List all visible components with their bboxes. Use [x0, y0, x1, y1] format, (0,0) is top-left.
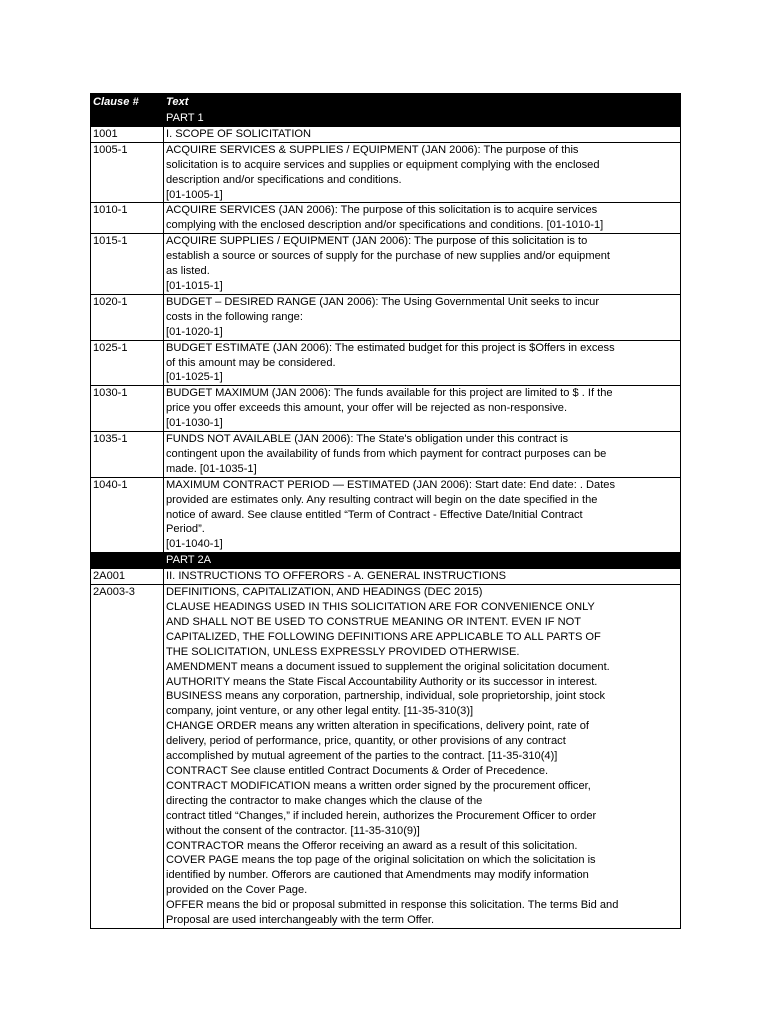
clause-text-line: directing the contractor to make changes which the clause of the	[166, 794, 483, 807]
clause-text	[164, 126, 681, 142]
clause-text-line: made. [01-1035-1]	[166, 462, 257, 475]
table-row	[91, 432, 681, 478]
clause-text-line: COVER PAGE means the top page of the original solicitation on which the solicitation is	[166, 854, 596, 867]
table-row	[91, 585, 681, 929]
clause-text-line: price you offer exceeds this amount, your offer will be rejected as non-responsive.	[166, 402, 568, 415]
clause-number: 1025-1	[91, 340, 164, 386]
clause-text-line: description and/or specifications and conditions.	[166, 173, 402, 186]
table-body	[91, 111, 681, 929]
clause-text-line: establish a source or sources of supply for the purchase of new supplies and/or equipment	[166, 250, 611, 263]
solicitation-clause-table	[90, 93, 680, 929]
table-header-row	[91, 94, 681, 111]
clause-text	[164, 294, 681, 340]
clause-text-line: as listed.	[166, 265, 210, 278]
clause-text-line: delivery, period of performance, price, quantity, or other provisions of any contract	[166, 735, 566, 748]
clause-text-line: [01-1005-1]	[166, 188, 223, 201]
clause-text-line: AND SHALL NOT BE USED TO CONSTRUE MEANING OR INTENT. EVEN IF NOT	[166, 615, 582, 628]
clause-text-line: [01-1015-1]	[166, 279, 223, 292]
table-row	[91, 477, 681, 553]
clause-text-line: of this amount may be considered.	[166, 356, 336, 369]
clause-text-line: [01-1020-1]	[166, 325, 223, 338]
clause-text-line: I. SCOPE OF SOLICITATION	[166, 127, 312, 140]
clause-text-line: FUNDS NOT AVAILABLE (JAN 2006): The State's obligation under this contract is	[166, 433, 569, 446]
clause-text-line: [01-1030-1]	[166, 417, 223, 430]
clause-text-line: CHANGE ORDER means any written alteration in specifications, delivery point, rate of	[166, 720, 589, 733]
clause-text-line: AMENDMENT means a document issued to supplement the original solicitation document.	[166, 660, 610, 673]
clause-text-line: company, joint venture, or any other legal entity. [11-35-310(3)]	[166, 705, 474, 718]
clause-text-line: ACQUIRE SERVICES & SUPPLIES / EQUIPMENT (JAN 2006): The purpose of this	[166, 143, 579, 156]
clause-text	[164, 234, 681, 295]
part-heading-row	[91, 111, 681, 127]
clause-number: 1040-1	[91, 477, 164, 553]
clause-text	[164, 432, 681, 478]
clause-text-line: provided on the Cover Page.	[166, 884, 308, 897]
clause-text-line: [01-1025-1]	[166, 371, 223, 384]
clause-text-line: contract titled “Changes,” if included herein, authorizes the Procurement Officer to order	[166, 809, 597, 822]
table-row	[91, 340, 681, 386]
clause-number: 1035-1	[91, 432, 164, 478]
clause-text-line: provided are estimates only. Any resulting contract will begin on the date specified in the	[166, 493, 598, 506]
clause-text-line: notice of award. See clause entitled “Term of Contract - Effective Date/Initial Contract	[166, 508, 583, 521]
clause-column-header: Clause #	[91, 94, 164, 111]
clause-text-line: CAPITALIZED, THE FOLLOWING DEFINITIONS ARE APPLICABLE TO ALL PARTS OF	[166, 630, 601, 643]
clause-text-line: BUDGET ESTIMATE (JAN 2006): The estimated budget for this project is $Offers in excess	[166, 341, 615, 354]
clause-text	[164, 585, 681, 929]
clause-text	[164, 203, 681, 234]
table-row	[91, 234, 681, 295]
clause-text-line: Period”.	[166, 523, 205, 536]
clause-text	[164, 477, 681, 553]
clause-text-line: accomplished by mutual agreement of the parties to the contract. [11-35-310(4)]	[166, 750, 558, 763]
part-heading	[164, 553, 681, 569]
clause-text-line: AUTHORITY means the State Fiscal Accountability Authority or its successor in interest.	[166, 675, 598, 688]
clause-text	[164, 569, 681, 585]
clause-number: 2A001	[91, 569, 164, 585]
clause-text	[164, 386, 681, 432]
clause-number: 1020-1	[91, 294, 164, 340]
clause-text	[164, 340, 681, 386]
clause-text-line: DEFINITIONS, CAPITALIZATION, AND HEADINGS (DEC 2015)	[166, 586, 483, 599]
clause-number: 1015-1	[91, 234, 164, 295]
clause-text-line: CONTRACT MODIFICATION means a written order signed by the procurement officer,	[166, 779, 591, 792]
clause-text-line: [01-1040-1]	[166, 538, 223, 551]
clause-table	[90, 93, 681, 929]
clause-text-line: PART 1	[166, 112, 204, 124]
clause-text-line: CONTRACT See clause entitled Contract Documents & Order of Precedence.	[166, 764, 549, 777]
clause-number: 1001	[91, 126, 164, 142]
clause-number: 1010-1	[91, 203, 164, 234]
clause-number: 1005-1	[91, 142, 164, 203]
part-heading-row	[91, 553, 681, 569]
clause-text-line: complying with the enclosed description and/or specifications and conditions. [01-1010-1]	[166, 219, 604, 232]
clause-text-line: PART 2A	[166, 554, 212, 567]
clause-text-line: BUSINESS means any corporation, partnership, individual, sole proprietorship, joint stock	[166, 690, 606, 703]
clause-text-line: ACQUIRE SERVICES (JAN 2006): The purpose of this solicitation is to acquire services	[166, 204, 598, 217]
table-row	[91, 386, 681, 432]
table-row	[91, 569, 681, 585]
clause-text-line: BUDGET – DESIRED RANGE (JAN 2006): The Using Governmental Unit seeks to incur	[166, 295, 600, 308]
clause-number: 2A003-3	[91, 585, 164, 929]
clause-text-line: MAXIMUM CONTRACT PERIOD — ESTIMATED (JAN 2006): Start date: End date: . Dates	[166, 478, 616, 491]
part-heading	[164, 111, 681, 127]
clause-number: 1030-1	[91, 386, 164, 432]
clause-text	[164, 142, 681, 203]
clause-text-line: Proposal are used interchangeably with the term Offer.	[166, 914, 435, 927]
clause-text-line: CLAUSE HEADINGS USED IN THIS SOLICITATION ARE FOR CONVENIENCE ONLY	[166, 601, 595, 613]
table-row	[91, 126, 681, 142]
clause-number	[91, 553, 164, 569]
clause-text-line: solicitation is to acquire services and supplies or equipment complying with the enclosed	[166, 158, 600, 171]
clause-text-line: CONTRACTOR means the Offeror receiving an award as a result of this solicitation.	[166, 839, 578, 852]
table-row	[91, 294, 681, 340]
clause-text-line: OFFER means the bid or proposal submitted in response this solicitation. The terms Bid and	[166, 899, 619, 912]
clause-text-line: BUDGET MAXIMUM (JAN 2006): The funds available for this project are limited to $ . If the	[166, 387, 613, 400]
clause-text-line: costs in the following range:	[166, 310, 303, 323]
clause-number	[91, 111, 164, 127]
table-row	[91, 203, 681, 234]
clause-text-line: contingent upon the availability of funds from which payment for contract purposes can be	[166, 447, 607, 460]
clause-text-line: THE SOLICITATION, UNLESS EXPRESSLY PROVIDED OTHERWISE.	[166, 645, 520, 658]
clause-text-line: identified by number. Offerors are cautioned that Amendments may modify information	[166, 869, 589, 882]
table-row	[91, 142, 681, 203]
clause-text-line: II. INSTRUCTIONS TO OFFERORS - A. GENERAL INSTRUCTIONS	[166, 570, 507, 583]
clause-text-line: ACQUIRE SUPPLIES / EQUIPMENT (JAN 2006): The purpose of this solicitation is to	[166, 235, 588, 248]
text-column-header: Text	[164, 94, 681, 111]
clause-text-line: without the consent of the contractor. [11-35-310(9)]	[166, 824, 420, 837]
